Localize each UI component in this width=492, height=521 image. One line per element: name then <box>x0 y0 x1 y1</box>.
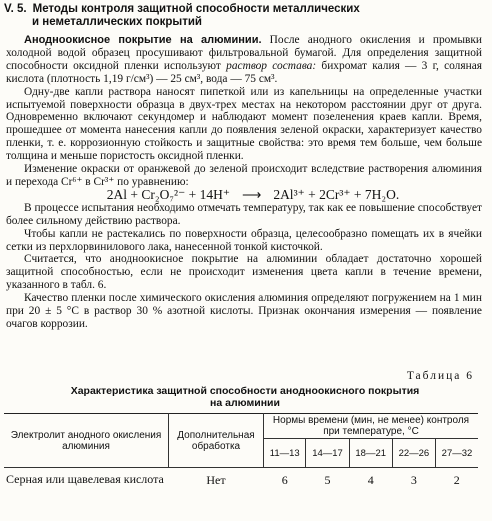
paragraph-2: Одну-две капли раствора наносят пипеткой или из капельницы на определенные участки испытуемой поверхности образца в двух-трех местах на некотором расстоянии друг от друга. Одновременно включают секундомер и наблюдают момент позеленения краев капли. Время, прошедшее от момента нанесения капли до появления зеленой окраски, характеризует качество пленки, т. е. коррозионную стойкость и защитные свойства: это время тем больше, чем больше толщина и меньше пористость оксидной пленки. <box>6 85 482 163</box>
header-temp: 14—17 <box>306 439 349 468</box>
table-title <box>10 385 480 409</box>
table-label: Таблица 6 <box>406 370 474 382</box>
paragraph-1 <box>6 34 482 86</box>
paragraph-1-tail: бихромат калия — 3 г, соляная кислота (плотность 1,19 г/см³) — 25 см³, вода — 75 см³. <box>6 59 482 85</box>
paragraph-6: Считается, что анодноокисное покрытие на алюминии обладает достаточно хорошей защитной способностью, если не происходит изменения цвета капли в течение времени, указанного в табл. 6. <box>6 253 482 292</box>
paragraph-4: В процессе испытания необходимо отмечать температуру, так как ее повышение способствует более сильному действию раствора. <box>6 201 482 227</box>
paragraph-3: Изменение окраски от оранжевой до зеленой происходит вследствие растворения алюминия и перехода Cr⁶⁺ в Cr³⁺ по уравнению: <box>6 163 482 188</box>
runin-heading: Анодноокисное покрытие на алюминии. <box>24 34 262 46</box>
body-text <box>6 34 482 331</box>
cell-value: 6 <box>281 473 288 487</box>
header-norms: Нормы времени (мин, не менее) контроля при температуре, °С <box>264 414 479 439</box>
equation-left: 2Al + Cr₂O₇²⁻ + 14H⁺ <box>106 186 230 202</box>
table-title-line2: на алюминии <box>210 397 280 409</box>
cell-treatment: Нет <box>206 473 226 487</box>
paragraph-1-text: После анодного окисления и промывки холодной водой образец просушивают фильтровальной бумагой. Для определения защитной способности оксидной пленки используют <box>6 34 482 72</box>
header-temp: 18—21 <box>349 439 392 468</box>
table-row <box>4 468 478 489</box>
paragraph-5: Чтобы капли не растекались по поверхности образца, целесообразно помещать их в ячейки сетки из перхлорвинилового лака, нанесенной тонкой кисточкой. <box>6 227 482 253</box>
section-heading <box>4 3 474 29</box>
equation-right: 2Al³⁺ + 2Cr³⁺ + 7H₂O. <box>273 186 400 202</box>
header-electrolyte: Электролит анодного окисления алюминия <box>4 414 169 468</box>
cell-value: 4 <box>367 473 374 487</box>
reaction-equation <box>6 186 482 202</box>
cell-electrolyte: Серная или щавелевая кислота <box>6 472 164 486</box>
section-title-line1: Методы контроля защитной способности металлических <box>32 3 360 15</box>
section-title-line2: и неметаллических покрытий <box>32 16 202 28</box>
cell-value: 3 <box>410 473 417 487</box>
table-title-line1: Характеристика защитной способности анодноокисного покрытия <box>70 385 420 397</box>
paragraph-1-italic: раствор состава: <box>226 59 317 72</box>
header-temp: 11—13 <box>264 439 306 468</box>
header-temp: 22—26 <box>392 439 435 468</box>
cell-value: 2 <box>453 473 460 487</box>
header-temp: 27—32 <box>436 439 479 468</box>
section-number: V. 5. <box>4 3 27 15</box>
header-treatment: Дополнительная обработка <box>169 414 264 468</box>
paragraph-7: Качество пленки после химического окисления алюминия определяют погружением на 1 мин при 20 ± 5 °С в раствор 30 % азотной кислоты. Признак окончания измерения — появление очагов коррозии. <box>6 292 482 330</box>
protection-table <box>4 413 478 488</box>
cell-value: 5 <box>324 473 331 487</box>
equation-arrow: ⟶ <box>241 186 262 202</box>
